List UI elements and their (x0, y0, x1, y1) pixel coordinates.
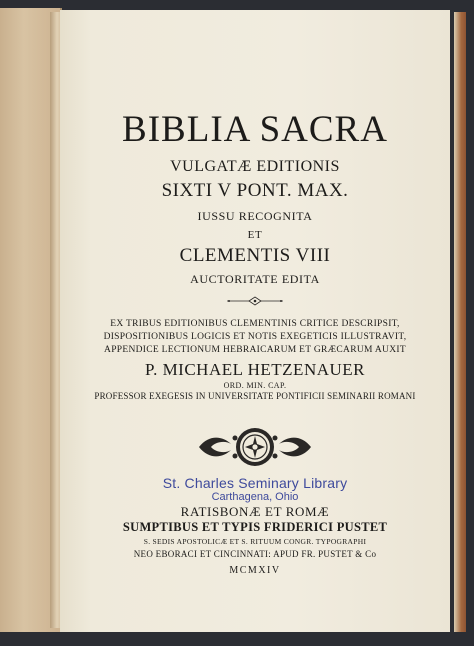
decorative-rule-icon (60, 296, 450, 306)
subtitle-iussu: IUSSU RECOGNITA (197, 209, 313, 223)
description-line: EX TRIBUS EDITIONIBUS CLEMENTINIS CRITICE DESCRIPSIT, (110, 319, 400, 329)
book-title: BIBLIA SACRA (122, 109, 388, 150)
subtitle-vulgatae: VULGATÆ EDITIONIS (170, 158, 340, 175)
publisher-title: S. SEDIS APOSTOLICÆ ET S. RITUUM CONGR. TYPOGRAPHI (143, 537, 367, 546)
publication-place: RATISBONÆ ET ROMÆ (180, 504, 330, 519)
publisher-emblem-icon (60, 424, 450, 470)
publisher-name: SUMPTIBUS ET TYPIS FRIDERICI PUSTET (122, 520, 388, 534)
author-name: P. MICHAEL HETZENAUER (145, 360, 365, 379)
title-page (60, 10, 450, 632)
library-stamp-name: St. Charles Seminary Library (162, 475, 348, 491)
subtitle-sixti: SIXTI V PONT. MAX. (161, 180, 349, 201)
subtitle-clementis: CLEMENTIS VIII (179, 245, 331, 266)
library-stamp-location: Carthagena, Ohio (211, 491, 299, 503)
author-position: PROFESSOR EXEGESIS IN UNIVERSITATE PONTIFICII SEMINARII ROMANI (94, 391, 416, 401)
subtitle-auctoritate: AUCTORITATE EDITA (190, 272, 320, 286)
description-line: DISPOSITIONIBUS LOGICIS ET NOTIS EXEGETICIS ILLUSTRAVIT, (103, 332, 407, 342)
description-line: APPENDICE LECTIONUM HEBRAICARUM ET GRÆCARUM AUXIT (104, 345, 406, 355)
publication-year: MCMXIV (229, 565, 281, 576)
author-order: ORD. MIN. CAP. (223, 381, 287, 390)
publisher-us-branch: NEO EBORACI ET CINCINNATI: APUD FR. PUSTET & Co (133, 549, 377, 559)
subtitle-et: ET (247, 229, 263, 241)
page-edges (454, 12, 466, 632)
